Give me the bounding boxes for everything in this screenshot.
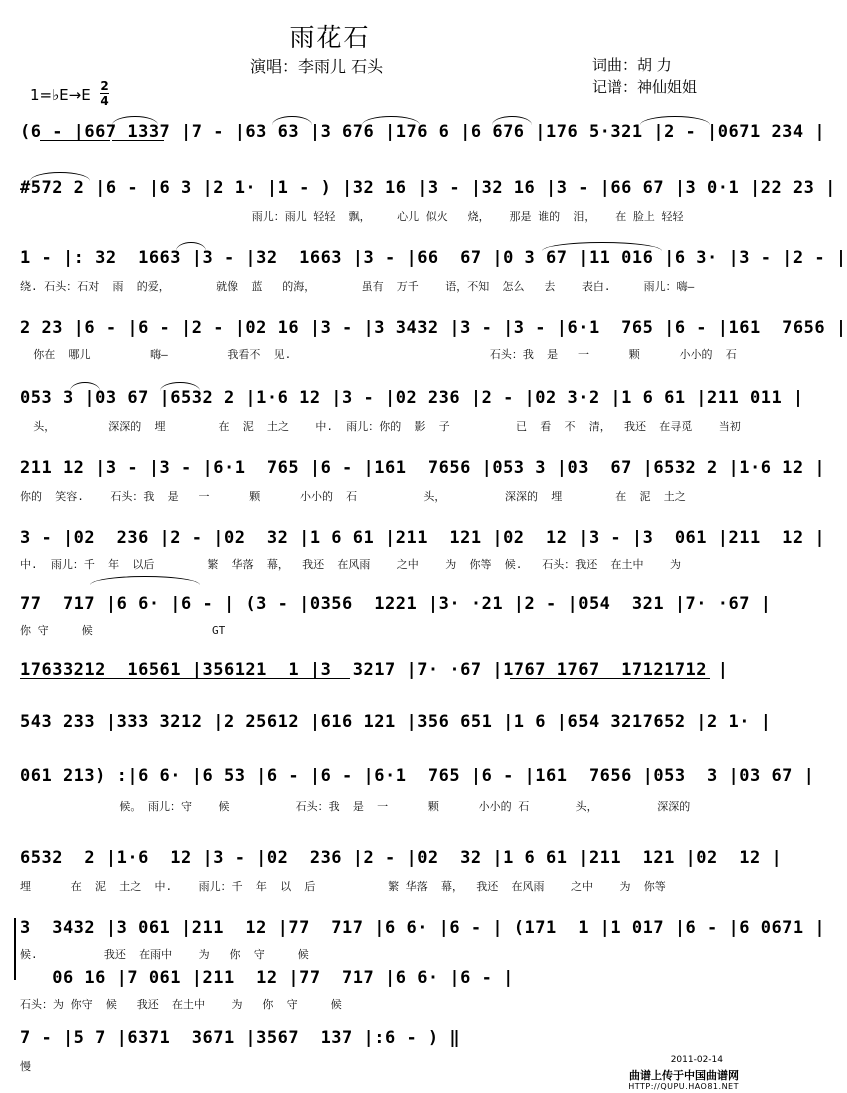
site-name: 曲谱上传于中国曲谱网 <box>629 1069 739 1082</box>
time-signature <box>100 80 109 107</box>
page-title: 雨花石 <box>289 23 371 52</box>
time-signature-bottom: 4 <box>100 94 109 108</box>
notes-row-6: 211 12 |3 - |3 - |6·1 765 |6 - |161 7656 |053 3 |03 67 |6532 2 |1·6 12 | <box>20 458 826 478</box>
notes-row-2: #572 2 |6 - |6 3 |2 1· |1 - ) |32 16 |3 - |32 16 |3 - |66 67 |3 0·1 |22 23 | <box>20 178 836 198</box>
tie-slur <box>90 576 200 585</box>
tie-slur <box>272 116 312 125</box>
tie-slur <box>176 242 206 251</box>
notes-row-9: 17633212 16561 |356121 1 |3 3217 |7· ·67 |1767 1767 17121712 | <box>20 660 729 680</box>
notes-row-1: (6 - |667 1337 |7 - |63 63 |3 676 |176 6 |6 676 |176 5·321 |2 - |0671 234 | <box>20 122 826 142</box>
tie-slur <box>640 116 710 125</box>
lyrics-row-14: 石头：为 你守 候 我还 在土中 为 你 守 候 <box>20 998 342 1011</box>
notes-row-11: 061 213) :|6 6· |6 53 |6 - |6 - |6·1 765 |6 - |161 7656 |053 3 |03 67 | <box>20 766 815 786</box>
notes-row-14: 06 16 |7 061 |211 12 |77 717 |6 6· |6 - | <box>20 968 514 988</box>
tie-slur <box>112 116 158 125</box>
notes-row-5: 053 3 |03 67 |6532 2 |1·6 12 |3 - |02 236 |2 - |02 3·2 |1 6 61 |211 011 | <box>20 388 804 408</box>
lyrics-row-6: 你的 笑容. 石头：我 是 一 颗 小小的 石 头， 深深的 埋 在 泥 土之 <box>20 490 686 503</box>
tie-slur <box>362 116 420 125</box>
notes-row-15: 7 - |5 7 |6371 3671 |3567 137 |:6 - ) ‖ <box>20 1028 461 1048</box>
notes-row-8: 77 717 |6 6· |6 - | (3 - |0356 1221 |3· ·21 |2 - |054 321 |7· ·67 | <box>20 594 772 614</box>
tie-slur <box>492 116 532 125</box>
notes-row-13: 3 3432 |3 061 |211 12 |77 717 |6 6· |6 - | (171 1 |1 017 |6 - |6 0671 | <box>20 918 826 938</box>
tie-slur <box>30 172 90 181</box>
rhythm-underline <box>112 140 164 141</box>
lyrics-row-13: 候. 我还 在雨中 为 你 守 候 <box>20 948 309 961</box>
tie-slur <box>542 242 662 251</box>
date-stamp: 2011-02-14 <box>670 1055 723 1065</box>
notes-row-12: 6532 2 |1·6 12 |3 - |02 236 |2 - |02 32 |1 6 61 |211 121 |02 12 | <box>20 848 783 868</box>
tie-slur <box>160 382 200 391</box>
transcriber-credit: 记谱：神仙姐姐 <box>592 78 698 96</box>
notes-row-7: 3 - |02 236 |2 - |02 32 |1 6 61 |211 121 |02 12 |3 - |3 061 |211 12 | <box>20 528 826 548</box>
notes-row-3: 1 - |: 32 1663 |3 - |32 1663 |3 - |66 67 |0 3 67 |11 016 |6 3· |3 - |2 - | <box>20 248 847 268</box>
rhythm-underline <box>40 140 110 141</box>
lyrics-row-11: 候。 雨儿：守 候 石头：我 是 一 颗 小小的 石 头， 深深的 <box>20 800 691 813</box>
lyrics-row-8: 你 守 候 GT <box>20 624 226 637</box>
lyrics-row-15: 慢 <box>20 1060 31 1073</box>
time-signature-top: 2 <box>100 79 109 93</box>
key-signature: 1=♭E→E <box>30 86 91 104</box>
site-url: HTTP://QUPU.HAO81.NET <box>628 1082 739 1091</box>
tie-slur <box>70 382 100 391</box>
lyrics-row-2: 雨儿：雨儿 轻轻 飘， 心儿 似火 烧， 那是 谁的 泪， 在 脸上 轻轻 <box>20 210 684 223</box>
notes-row-10: 543 233 |333 3212 |2 25612 |616 121 |356 651 |1 6 |654 3217652 |2 1· | <box>20 712 772 732</box>
lyrics-row-12: 埋 在 泥 土之 中. 雨儿：千 年 以 后 繁 华落 幕， 我还 在风雨 之中 为 你等 <box>20 880 666 893</box>
lyrics-row-7: 中. 雨儿：千 年 以后 繁 华落 幕， 我还 在风雨 之中 为 你等 候. 石头：我还 在土中 为 <box>20 558 682 571</box>
lyrics-row-4: 你在 哪儿 嗨— 我看不 见. 石头：我 是 一 颗 小小的 石 <box>20 348 737 361</box>
lyrics-row-5: 头， 深深的 埋 在 泥 土之 中. 雨儿：你的 影 子 已 看 不 清， 我还 在寻觅 当初 <box>20 420 741 433</box>
rhythm-underline <box>510 678 710 679</box>
notes-row-4: 2 23 |6 - |6 - |2 - |02 16 |3 - |3 3432 |3 - |3 - |6·1 765 |6 - |161 7656 | <box>20 318 847 338</box>
lyricist-credit: 词曲：胡 力 <box>592 56 672 74</box>
lyrics-row-3: 绕. 石头：石对 雨 的爱， 就像 蓝 的海， 虽有 万千 语，不知 怎么 去 表白. 雨儿：嗨— <box>20 280 695 293</box>
singer-credit: 演唱：李雨儿 石头 <box>250 57 384 76</box>
rhythm-underline <box>20 678 350 679</box>
